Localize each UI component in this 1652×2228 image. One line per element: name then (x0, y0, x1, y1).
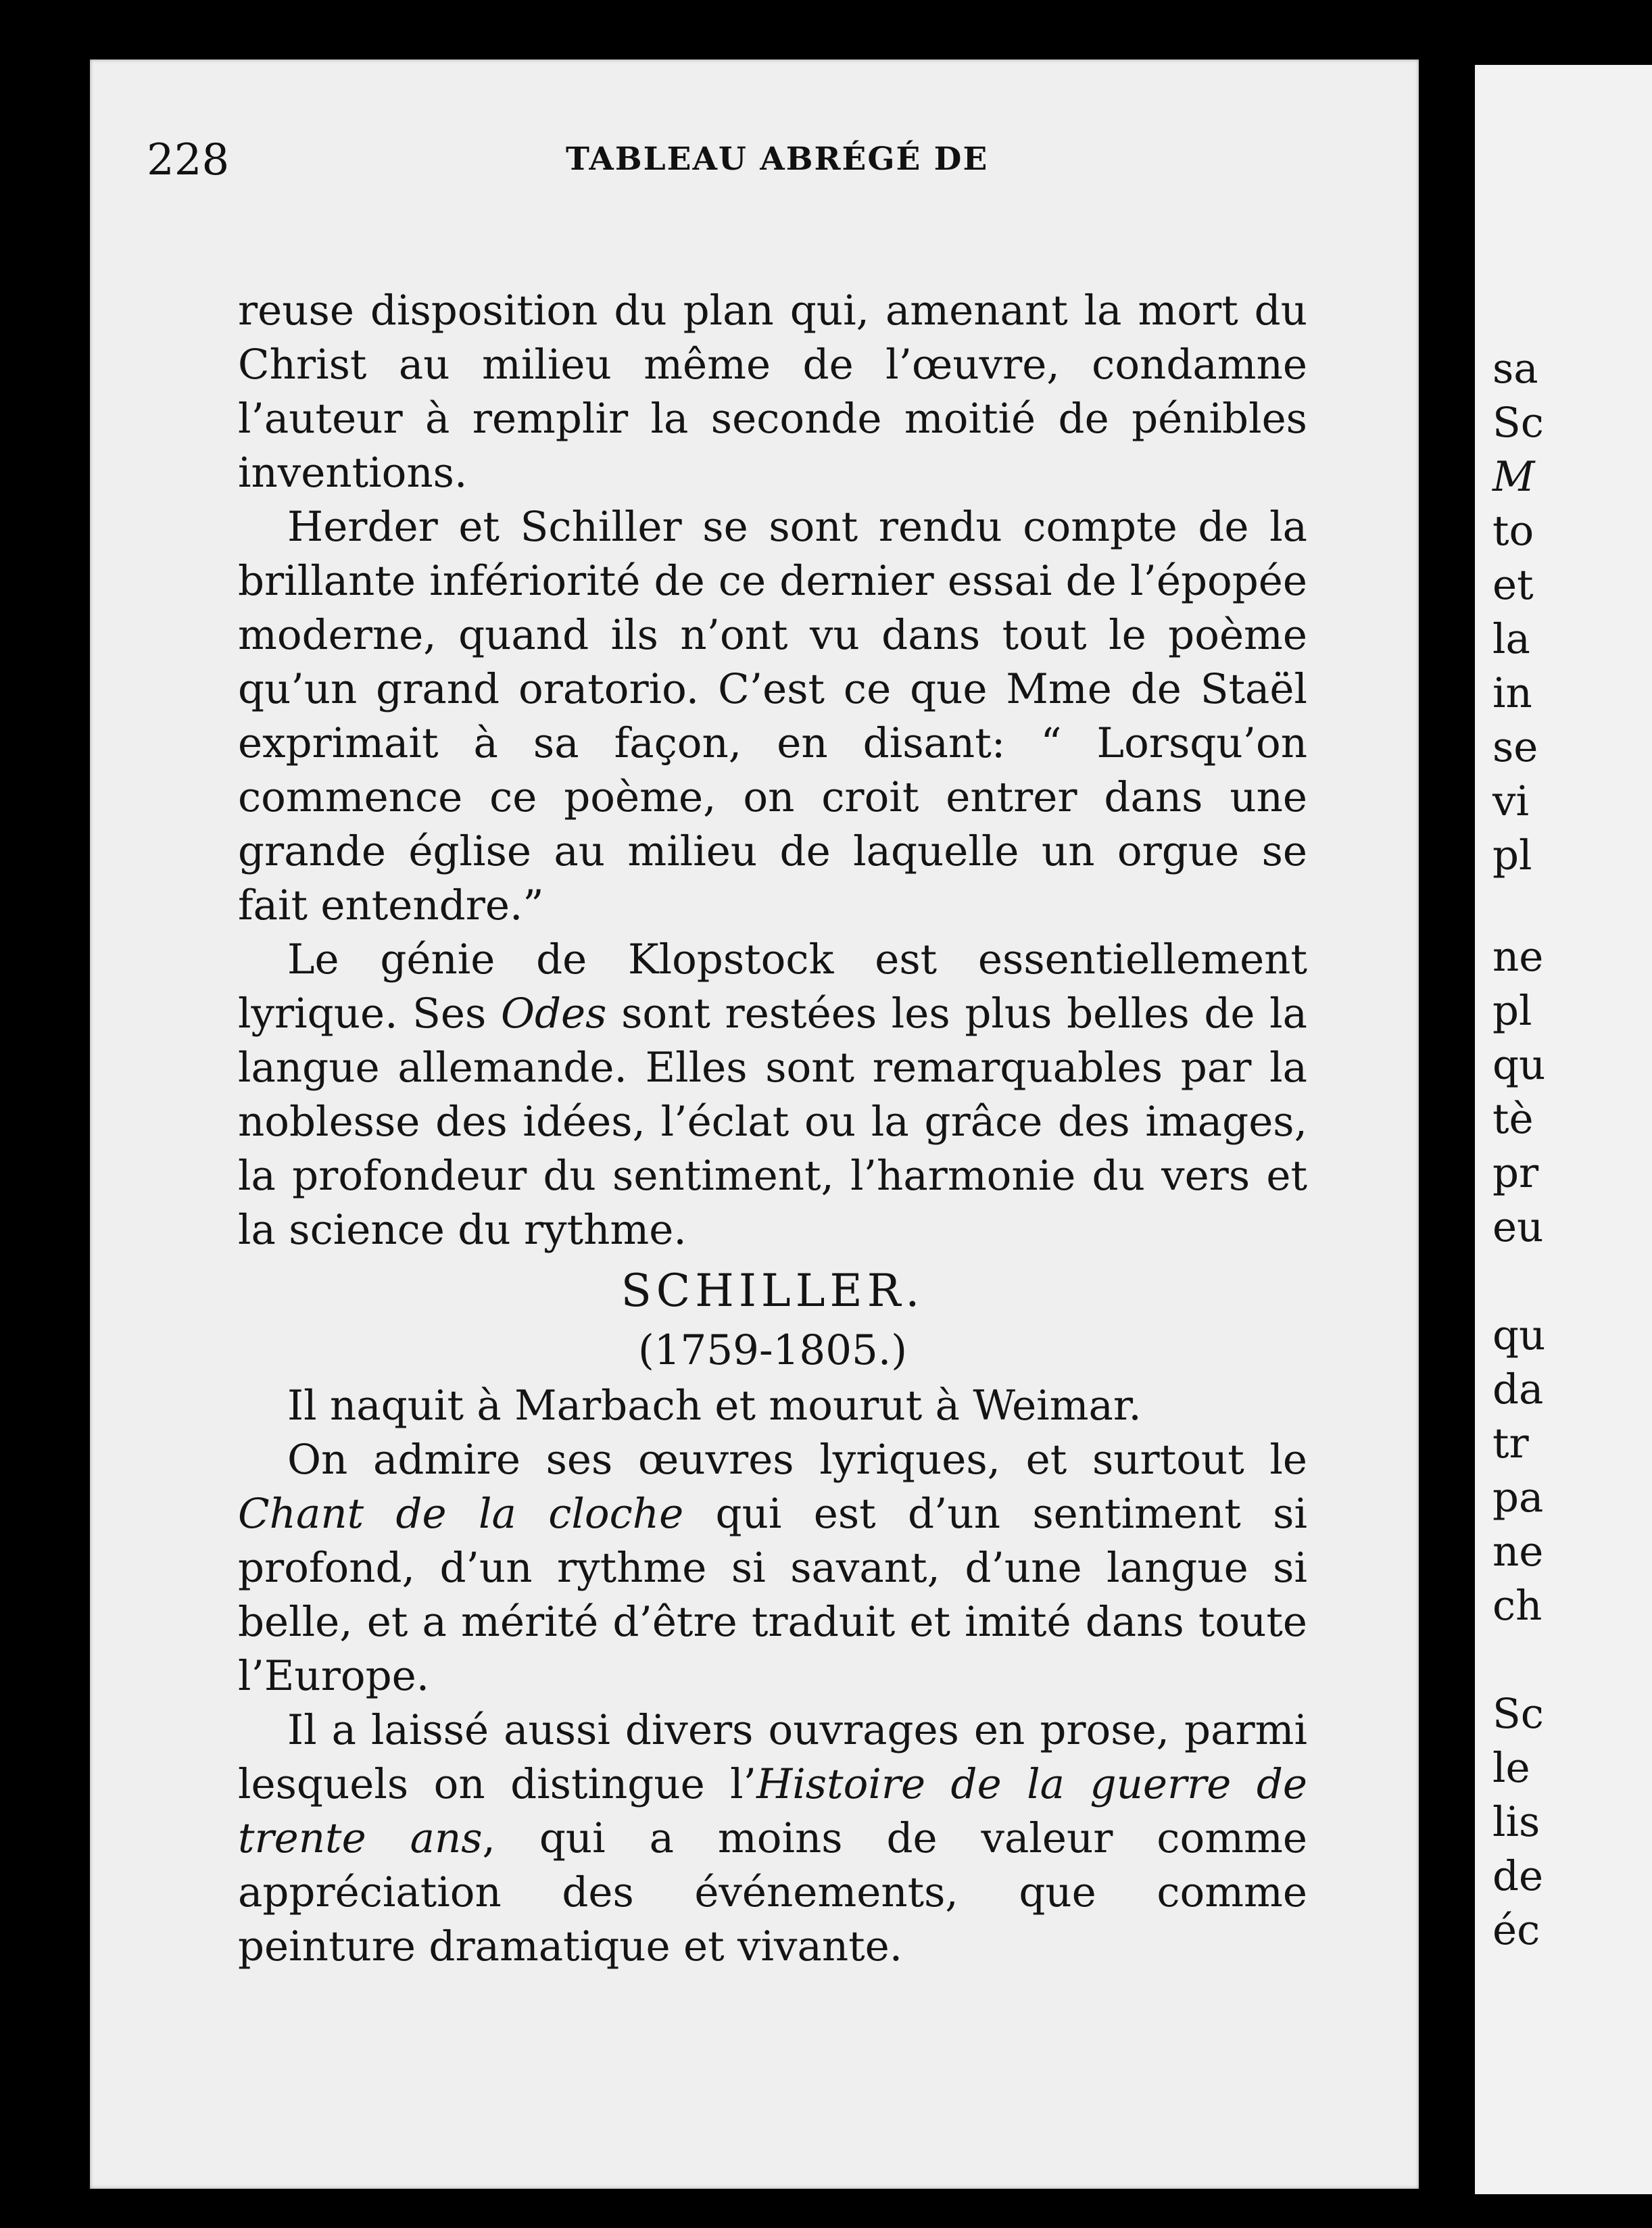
paragraph-continuation: reuse disposition du plan qui, amenant la mort du Christ au milieu même de l’œuvre, condamne l’auteur à remplir la seconde moitié de pénibles inventions. (238, 287, 1307, 497)
facing-page-fragment: ch (1492, 1582, 1542, 1630)
paragraph-prose-works (238, 1703, 1307, 1974)
facing-page-fragment: ne (1492, 1528, 1544, 1576)
facing-page-fragment: Sc (1492, 1690, 1544, 1738)
facing-page-fragment: pl (1492, 987, 1532, 1035)
facing-page-fragment: pl (1492, 831, 1532, 879)
text-run: sont restées les plus belles de la langue allemande. Elles sont remarquables par la noblesse des idées, l’éclat ou la grâce des images, la profondeur du sentiment, l’harmonie du vers et la science du rythme. (238, 990, 1308, 1254)
body-text (238, 284, 1307, 1974)
facing-page-fragment: to (1492, 507, 1534, 555)
italic-title-histoire: Histoire de la guerre de trente ans (238, 1760, 1307, 1862)
section-dates: (1759-1805.) (637, 1326, 908, 1374)
facing-page-fragment: tè (1492, 1095, 1534, 1143)
facing-page-fragment: in (1492, 669, 1532, 717)
facing-page-fragment: se (1492, 723, 1538, 771)
paragraph-klopstock (238, 933, 1307, 1257)
facing-page-fragment: la (1492, 615, 1530, 663)
facing-page-fragment: vi (1492, 777, 1529, 825)
facing-page-fragment: ne (1492, 933, 1544, 981)
page-number: 228 (147, 135, 230, 185)
facing-page-fragment: da (1492, 1365, 1544, 1413)
section-heading: SCHILLER. (621, 1265, 925, 1317)
text-run: qui est d’un sentiment si profond, d’un rythme si savant, d’une langue si belle, et a mérité d’être traduit et imité dans toute l’Europe. (238, 1490, 1307, 1700)
text-run: , qui a moins de valeur comme appréciation des événements, que comme peinture dramatique et vivante. (238, 1814, 1307, 1970)
facing-page-fragment: sa (1492, 345, 1538, 393)
facing-page-fragment: qu (1492, 1311, 1546, 1359)
facing-page-fragment: Sc (1492, 399, 1544, 447)
facing-page-fragment: M (1492, 453, 1535, 501)
text-run: On admire ses œuvres lyriques, et surtout le (287, 1436, 1307, 1484)
facing-page-fragment: pa (1492, 1474, 1544, 1522)
facing-page-fragment: pr (1492, 1149, 1539, 1197)
paragraph-lyric-works (238, 1433, 1307, 1703)
facing-page-fragment: éc (1492, 1906, 1540, 1954)
facing-page-fragment: tr (1492, 1420, 1529, 1468)
facing-page-fragment: et (1492, 561, 1534, 609)
text-run: Il a laissé aussi divers ouvrages en prose, parmi lesquels on distingue l’ (238, 1706, 1307, 1808)
italic-title-odes: Odes (500, 990, 607, 1038)
facing-page-fragment: de (1492, 1852, 1544, 1900)
facing-page-fragment: qu (1492, 1041, 1546, 1089)
italic-title-chant: Chant de la cloche (238, 1490, 684, 1538)
facing-page-fragment: eu (1492, 1203, 1544, 1251)
paragraph-birth: Il naquit à Marbach et mourut à Weimar. (287, 1382, 1142, 1430)
running-head (147, 135, 1161, 216)
facing-page-fragment: le (1492, 1744, 1530, 1792)
text-run: Le génie de Klopstock est essentiellement lyrique. Ses (238, 936, 1307, 1038)
facing-page-fragment: lis (1492, 1798, 1540, 1846)
paragraph-herder-schiller: Herder et Schiller se sont rendu compte de la brillante infériorité de ce dernier essai de l’épopée moderne, quand ils n’ont vu dans tout le poème qu’un grand oratorio. C’est ce que Mme de Staël exprimait à sa façon, en disant: “ Lorsqu’on commence ce poème, on croit entrer dans une grande église au milieu de laquelle un orgue se fait entendre.” (238, 503, 1307, 929)
running-title: TABLEAU ABRÉGÉ DE (566, 141, 989, 178)
